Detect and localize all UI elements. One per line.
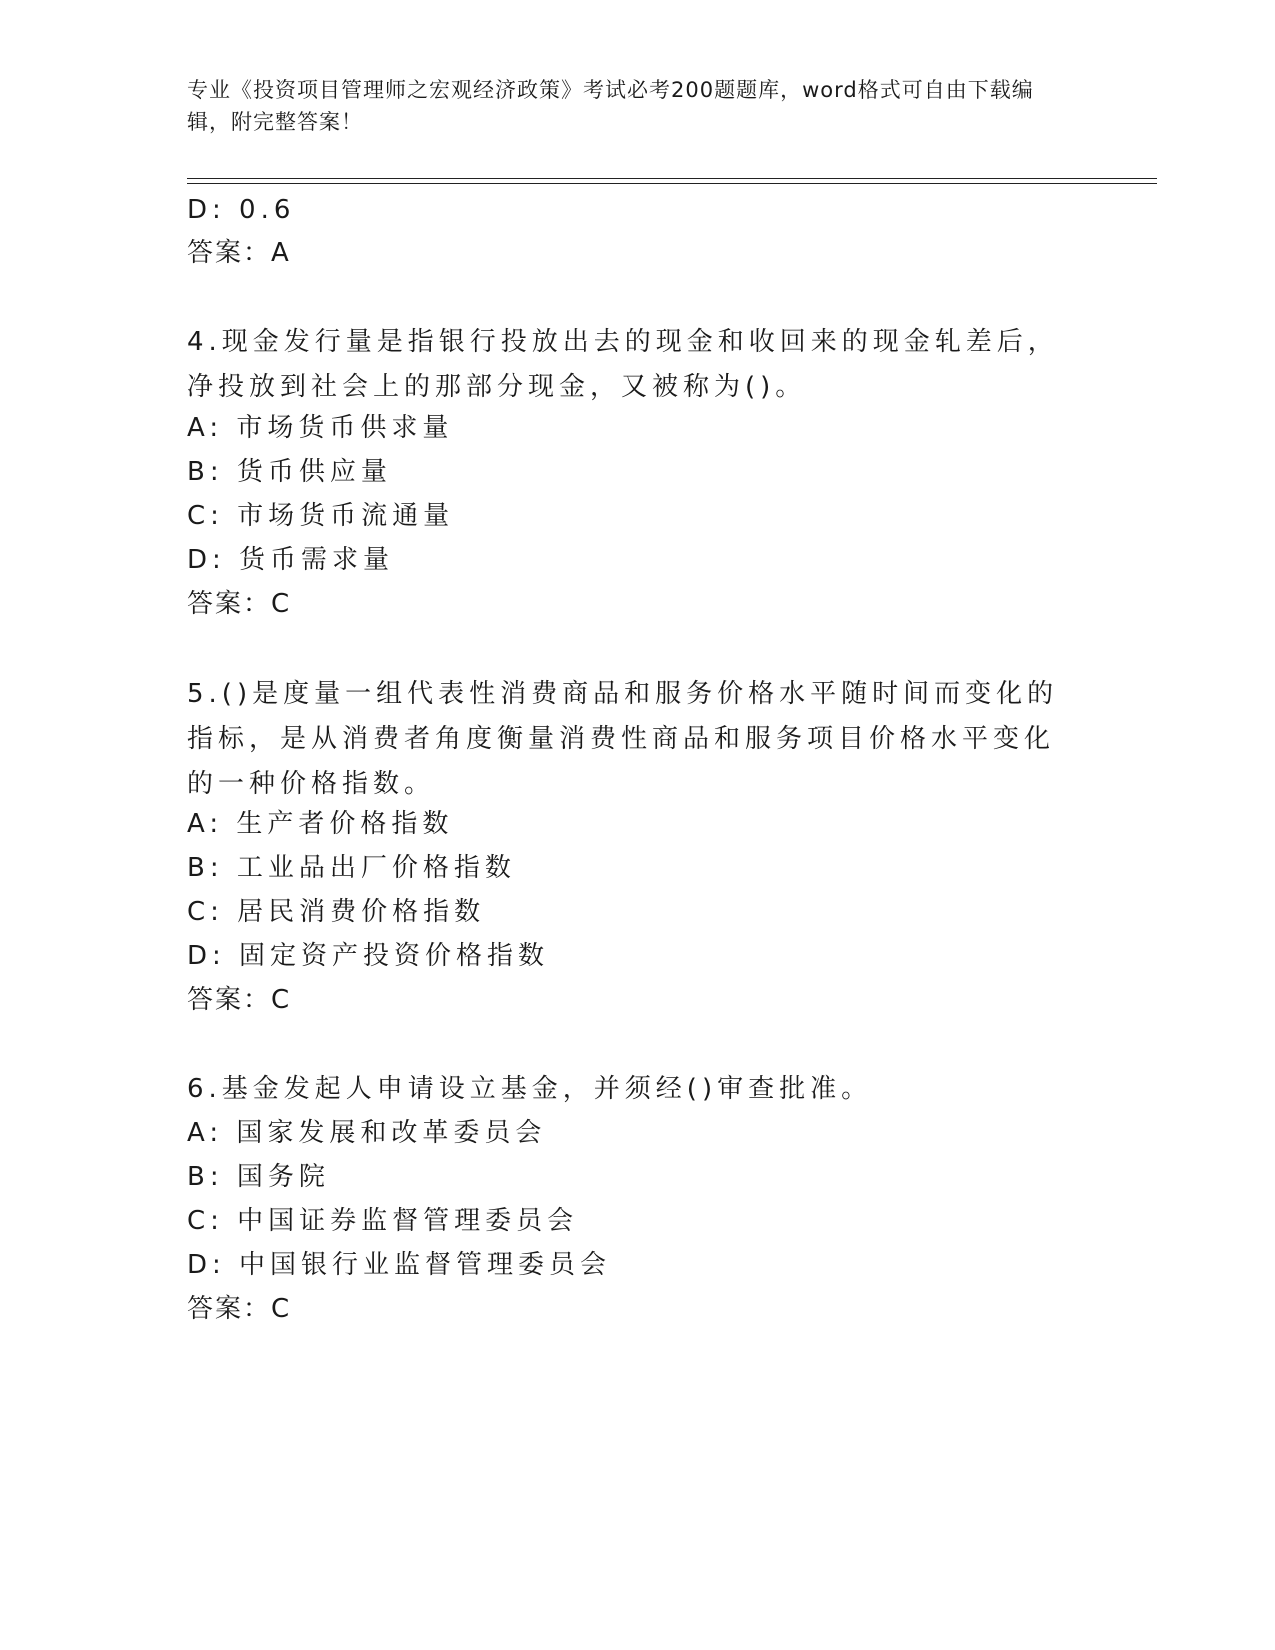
q3-answer: 答案：A [187,238,291,268]
q4-option-a: A: 市场货币供求量 [187,413,454,443]
q3-option-d: D: 0.6 [187,195,296,225]
q6-option-d: D: 中国银行业监督管理委员会 [187,1250,612,1280]
q6-stem: 6.基金发起人申请设立基金，并须经()审查批准。 [187,1074,873,1104]
q6-option-b: B: 国务院 [187,1162,330,1192]
q4-stem: 4.现金发行量是指银行投放出去的现金和收回来的现金轧差后，净投放到社会上的那部分现金，又被称为()。 [187,327,1059,402]
q5-answer: 答案：C [187,985,292,1015]
q6-option-a: A: 国家发展和改革委员会 [187,1118,547,1148]
q5-option-a: A: 生产者价格指数 [187,809,454,839]
document-header: 专业《投资项目管理师之宏观经济政策》考试必考200题题库，word格式可自由下载编辑，附完整答案！ [187,78,1034,134]
q5-option-c: C: 居民消费价格指数 [187,897,486,927]
q6-option-c: C: 中国证券监督管理委员会 [187,1206,579,1236]
header-divider-bottom [187,183,1157,184]
q5-option-d: D: 固定资产投资价格指数 [187,941,550,971]
q5-option-b: B: 工业品出厂价格指数 [187,853,516,883]
q4-answer: 答案：C [187,589,292,619]
q6-answer: 答案：C [187,1294,292,1324]
q4-option-d: D: 货币需求量 [187,545,395,575]
q5-stem: 5.()是度量一组代表性消费商品和服务价格水平随时间而变化的指标，是从消费者角度衡量消费性商品和服务项目价格水平变化的一种价格指数。 [187,679,1059,799]
q4-option-c: C: 市场货币流通量 [187,501,455,531]
header-divider-top [187,178,1157,179]
q4-option-b: B: 货币供应量 [187,457,392,487]
